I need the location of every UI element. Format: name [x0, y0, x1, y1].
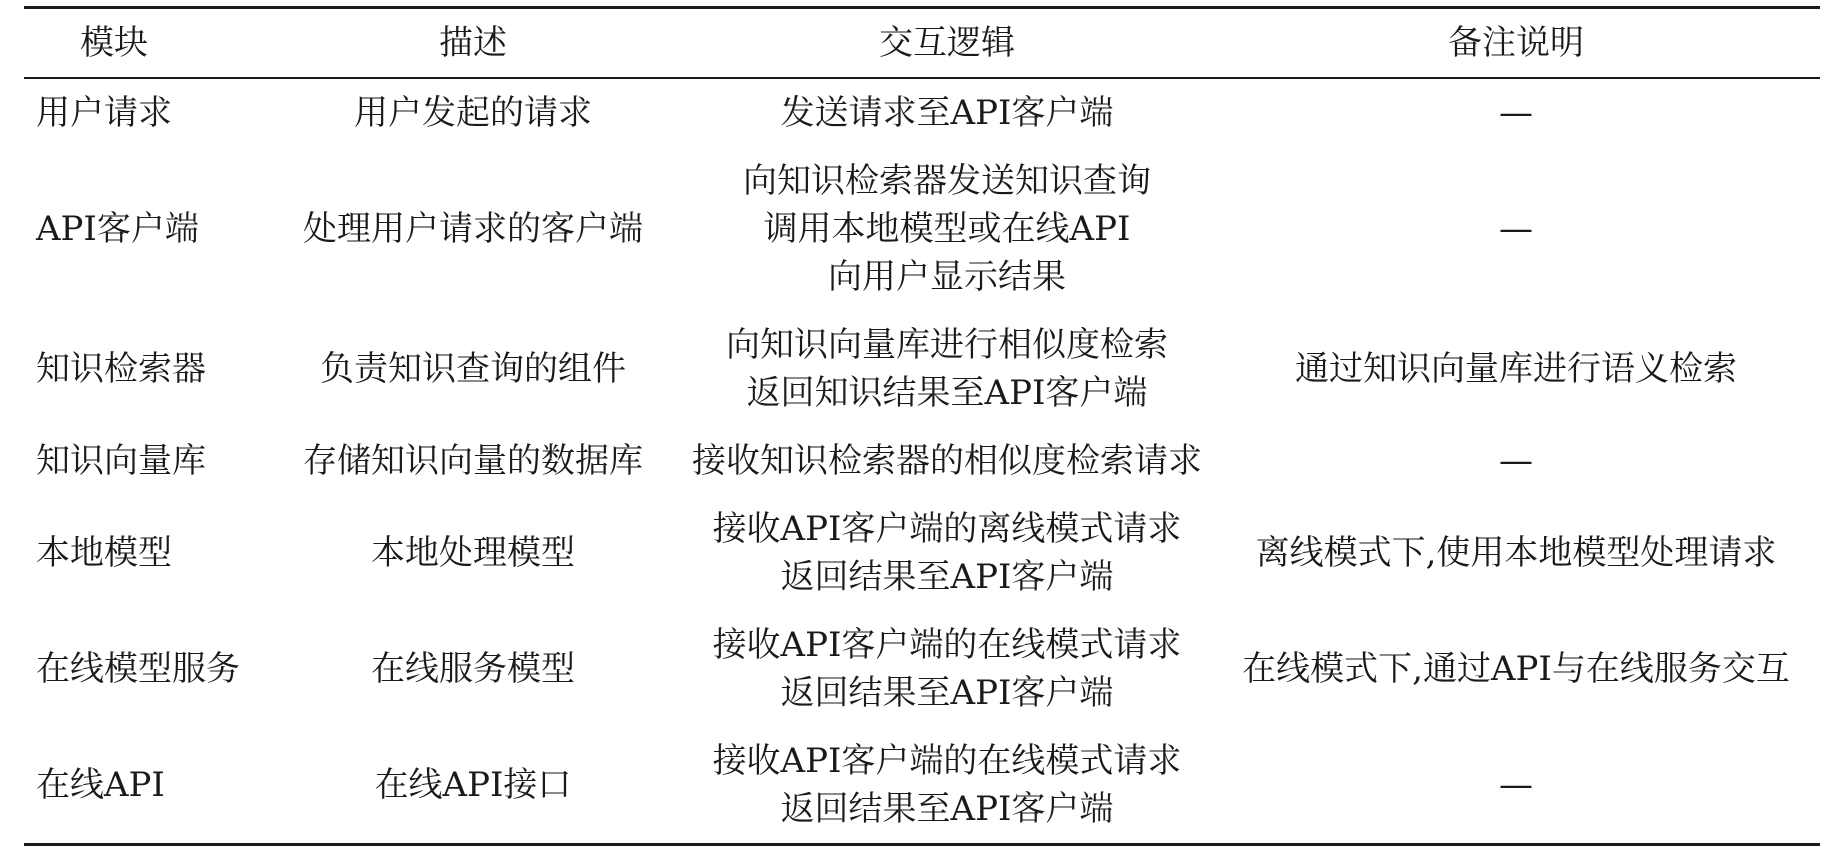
logic-line: 返回结果至API客户端 [780, 557, 1114, 597]
cell-logic [682, 311, 1212, 427]
logic-line: 接收知识检索器的相似度检索请求 [692, 441, 1202, 481]
cell-description: 在线API接口 [374, 765, 572, 805]
header-note: 备注说明 [1448, 23, 1584, 63]
cell-description: 在线服务模型 [371, 649, 575, 689]
logic-line: 返回结果至API客户端 [780, 789, 1114, 829]
header-description: 描述 [439, 23, 507, 63]
cell-module: 本地模型 [36, 533, 172, 573]
logic-line: 接收API客户端的在线模式请求 [712, 625, 1182, 665]
table-row [24, 611, 1820, 727]
table-row [24, 78, 1820, 147]
logic-line: 向知识检索器发送知识查询 [743, 161, 1151, 201]
cell-logic [682, 78, 1212, 147]
table-row [24, 727, 1820, 845]
cell-note: — [1499, 765, 1533, 805]
logic-line: 接收API客户端的在线模式请求 [712, 741, 1182, 781]
header-row [24, 8, 1820, 79]
cell-note: — [1499, 93, 1533, 133]
cell-module: 知识检索器 [36, 349, 206, 389]
table-row [24, 495, 1820, 611]
cell-note: — [1499, 209, 1533, 249]
cell-logic [682, 427, 1212, 495]
cell-note: — [1499, 441, 1533, 481]
logic-line: 向用户显示结果 [828, 257, 1066, 297]
cell-module: 用户请求 [36, 93, 172, 133]
header-logic: 交互逻辑 [879, 23, 1015, 63]
logic-line: 返回结果至API客户端 [780, 673, 1114, 713]
table-row [24, 427, 1820, 495]
cell-description: 处理用户请求的客户端 [303, 209, 643, 249]
cell-logic [682, 147, 1212, 311]
cell-note: 通过知识向量库进行语义检索 [1295, 349, 1737, 389]
cell-logic [682, 495, 1212, 611]
table-row [24, 147, 1820, 311]
logic-line: 发送请求至API客户端 [780, 93, 1114, 133]
cell-description: 存储知识向量的数据库 [303, 441, 643, 481]
cell-description: 负责知识查询的组件 [320, 349, 626, 389]
cell-note: 在线模式下,通过API与在线服务交互 [1242, 649, 1790, 689]
cell-logic [682, 727, 1212, 845]
table-header [24, 8, 1820, 79]
module-table-container [24, 6, 1820, 846]
header-module: 模块 [80, 23, 148, 63]
logic-line: 接收API客户端的离线模式请求 [712, 509, 1182, 549]
logic-line: 返回知识结果至API客户端 [746, 373, 1148, 413]
cell-description: 用户发起的请求 [354, 93, 592, 133]
module-table [24, 6, 1820, 846]
cell-logic [682, 611, 1212, 727]
table-body [24, 78, 1820, 845]
table-row [24, 311, 1820, 427]
logic-line: 向知识向量库进行相似度检索 [726, 325, 1168, 365]
cell-module: 知识向量库 [36, 441, 206, 481]
logic-line: 调用本地模型或在线API [763, 209, 1131, 249]
cell-description: 本地处理模型 [371, 533, 575, 573]
cell-module: API客户端 [36, 209, 199, 249]
cell-module: 在线模型服务 [36, 649, 240, 689]
cell-module: 在线API [36, 765, 165, 805]
cell-note: 离线模式下,使用本地模型处理请求 [1255, 533, 1777, 573]
